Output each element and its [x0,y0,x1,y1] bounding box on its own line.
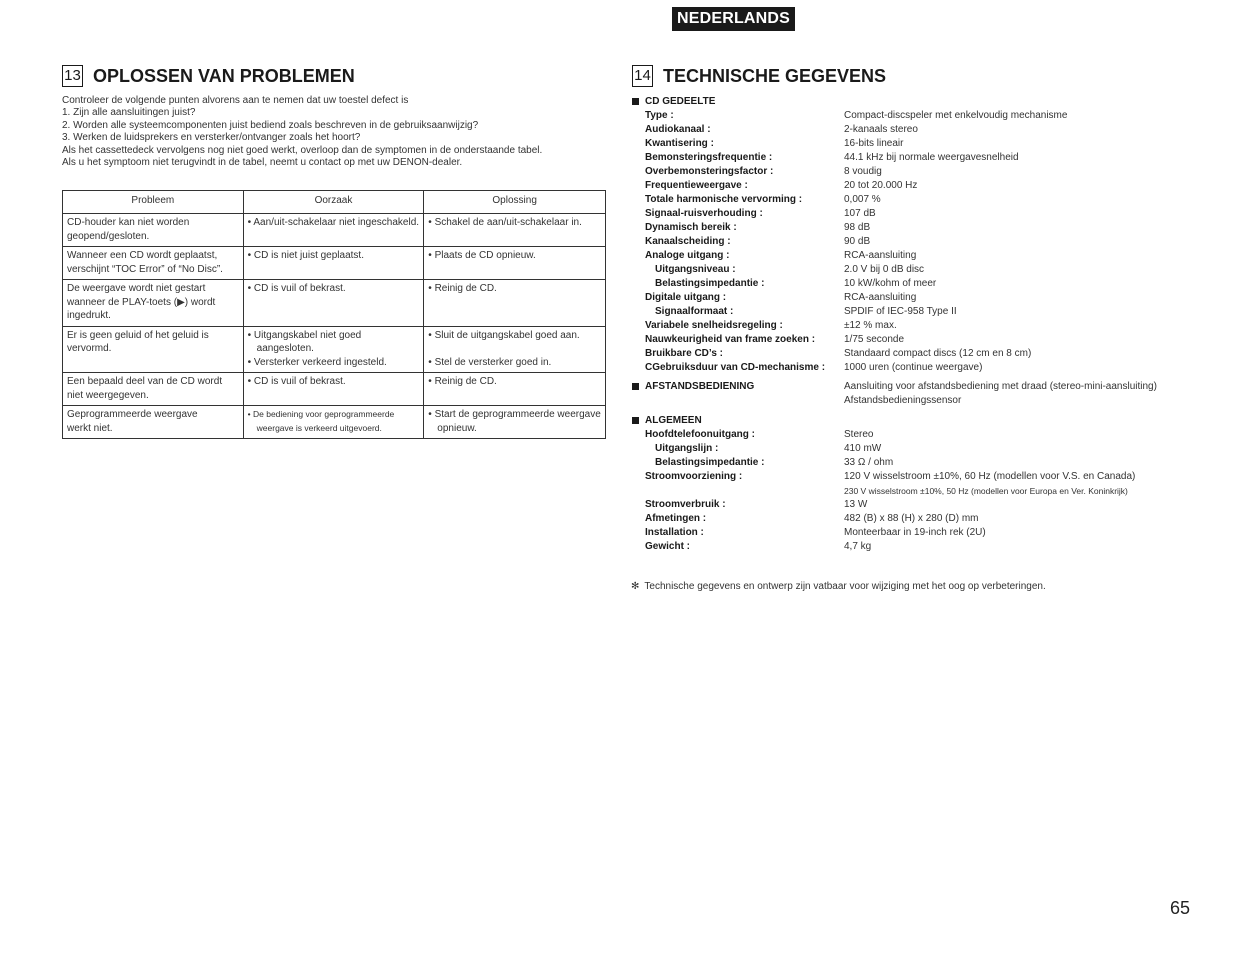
spec-group-general [632,414,1192,428]
intro-line: Controleer de volgende punten alvorens aan te nemen dat uw toestel defect is [62,95,409,106]
language-tab: NEDERLANDS [672,7,795,31]
spec-value: SPDIF of IEC-958 Type II [844,306,957,317]
solution-text: • Reinig de CD. [428,283,497,294]
problem-text: Geprogrammeerde weergave [67,409,198,420]
cause-text: • De bediening voor geprogrammeerde weergave is verkeerd uitgevoerd. [247,409,395,433]
spec-value-small: 230 V wisselstroom ±10%, 50 Hz (modellen voor Europa en Ver. Koninkrijk) [844,486,1128,496]
spec-value: 10 kW/kohm of meer [844,278,937,289]
table-row [63,406,606,439]
spec-value: 4,7 kg [844,541,872,552]
intro-line: 3. Werken de luidsprekers en versterker/ontvanger zoals het hoort? [62,132,361,144]
spec-label: Afmetingen : [645,513,707,524]
problem-text: ingedrukt. [67,310,111,321]
problem-text: De weergave wordt niet gestart [67,283,206,294]
spec-label: Gewicht : [645,541,691,552]
spec-label: Type : [645,110,674,121]
spec-value: Standaard compact discs (12 cm en 8 cm) [844,348,1032,359]
solution-cell [424,326,606,373]
spec-label: Nauwkeurigheid van frame zoeken : [645,334,816,345]
spec-label: Audiokanaal : [645,124,711,135]
spec-value: 13 W [844,499,868,510]
problem-text: verschijnt “TOC Error” of “No Disc”. [67,263,223,275]
spec-row [632,484,1192,498]
cause-cell [243,214,424,247]
spec-row [632,498,1192,512]
spec-value: 1000 uren (continue weergave) [844,362,983,373]
spec-row [632,333,1192,347]
square-bullet-icon [632,417,639,424]
cause-text: • CD is niet juist geplaatst. [247,250,364,261]
spec-group-remote [632,380,1192,394]
problem-text: vervormd. [67,343,112,354]
spec-value: 2-kanaals stereo [844,124,918,135]
spec-row [632,394,1192,408]
problem-text: CD-houder kan niet worden [67,217,190,228]
solution-cell [424,280,606,327]
spec-value: 1/75 seconde [844,334,905,345]
section-13-heading [62,65,355,87]
section-13-number: 13 [62,65,83,87]
intro-line: Als u het symptoom niet terugvindt in de tabel, neemt u contact op met uw DENON-dealer. [62,157,463,169]
solution-text: • Stel de versterker goed in. [428,356,552,368]
spec-value: Compact-discspeler met enkelvoudig mechanisme [844,110,1068,121]
problem-text: Een bepaald deel van de CD wordt [67,376,223,387]
table-row [63,214,606,247]
cause-cell [243,373,424,406]
solution-text: • Start de geprogrammeerde weergave opnieuw. [428,409,601,434]
spec-value: 33 Ω / ohm [844,457,894,468]
spec-value: 20 tot 20.000 Hz [844,180,918,191]
spec-label: Dynamisch bereik : [645,222,737,233]
spec-value: 107 dB [844,208,876,219]
spec-value: Stereo [844,429,874,440]
table-row [63,373,606,406]
spec-row [632,305,1192,319]
spec-value: 2.0 V bij 0 dB disc [844,264,925,275]
spec-row [632,123,1192,137]
spec-label [632,394,844,408]
spec-label: Kanaalscheiding : [645,236,731,247]
table-row [63,247,606,280]
problem-text: niet weergegeven. [67,389,149,401]
spec-row [632,109,1192,123]
spec-row [632,277,1192,291]
square-bullet-icon [632,98,639,105]
spec-row [632,470,1192,484]
solution-cell [424,247,606,280]
cause-text: • Uitgangskabel niet goed aangesloten. [247,329,362,354]
troubleshooting-intro [62,95,607,169]
spec-label: Bruikbare CD’s : [645,348,723,359]
spec-row [632,221,1192,235]
spec-label: Installation : [645,527,704,538]
solution-cell [424,214,606,247]
troubleshooting-table [62,190,606,439]
cause-text: • CD is vuil of bekrast. [247,376,346,387]
intro-line: Als het cassettedeck vervolgens nog niet goed werkt, overloop dan de symptomen in de onderstaande tabel. [62,144,543,156]
spec-row [632,319,1192,333]
column-header-cause: Oorzaak [243,191,424,214]
spec-label: Totale harmonische vervorming : [645,194,803,205]
spec-value: 0,007 % [844,194,881,205]
spec-row [632,207,1192,221]
cause-cell [243,247,424,280]
spec-value: 16-bits lineair [844,138,904,149]
problem-cell [63,406,244,439]
spec-group-title: AFSTANDSBEDIENING [645,381,755,392]
spec-row [632,347,1192,361]
problem-text: Er is geen geluid of het geluid is [67,329,209,341]
asterisk-icon: ✻ [631,581,640,592]
column-header-problem: Probleem [63,191,244,214]
problem-text: wanneer de PLAY-toets (▶) wordt [67,296,216,308]
spec-label: Signaal-ruisverhouding : [645,208,763,219]
spec-value [844,484,1192,498]
problem-cell [63,373,244,406]
spec-row [632,151,1192,165]
spec-row [632,165,1192,179]
intro-line: 2. Worden alle systeemcomponenten juist bediend zoals beschreven in de gebruiksaanwijzig? [62,119,479,131]
spec-label: Digitale uitgang : [645,292,727,303]
intro-line: 1. Zijn alle aansluitingen juist? [62,107,196,119]
spec-value: 90 dB [844,236,871,247]
cause-cell [243,326,424,373]
spec-label: Overbemonsteringsfactor : [645,166,774,177]
problem-cell [63,280,244,327]
spec-label: Analoge uitgang : [645,250,730,261]
spec-label: Stroomvoorziening : [645,471,743,482]
spec-row [632,193,1192,207]
spec-row [632,137,1192,151]
spec-value: Monteerbaar in 19-inch rek (2U) [844,527,986,538]
spec-row [632,456,1192,470]
spec-value: 98 dB [844,222,871,233]
spec-label: Belastingsimpedantie : [655,278,765,289]
spec-group-cd [632,95,1192,109]
table-row [63,280,606,327]
spec-group-title: CD GEDEELTE [645,96,716,107]
spec-row [632,512,1192,526]
section-14-number: 14 [632,65,653,87]
spec-label: Belastingsimpedantie : [655,457,765,468]
spec-value: 8 voudig [844,166,882,177]
spec-row [632,179,1192,193]
spec-row [632,526,1192,540]
spec-value: 120 V wisselstroom ±10%, 60 Hz (modellen voor V.S. en Canada) [844,471,1136,482]
spec-row [632,428,1192,442]
spec-row [632,442,1192,456]
spec-label: Hoofdtelefoonuitgang : [645,429,755,440]
spec-value: 44.1 kHz bij normale weergavesnelheid [844,152,1019,163]
spec-value: ±12 % max. [844,320,897,331]
spec-row [632,540,1192,554]
table-header-row [63,191,606,214]
spec-value: RCA-aansluiting [844,250,917,261]
problem-text: werkt niet. [67,422,113,434]
problem-text: Wanneer een CD wordt geplaatst, [67,250,218,261]
section-14-title: TECHNISCHE GEGEVENS [663,65,887,86]
spec-label [632,484,844,498]
cause-text: • Aan/uit-schakelaar niet ingeschakeld. [247,217,420,228]
spec-list [632,95,1192,554]
problem-cell [63,247,244,280]
cause-cell [243,406,424,439]
spec-label: Uitgangslijn : [655,443,719,454]
problem-text: geopend/gesloten. [67,230,150,242]
table-row [63,326,606,373]
spec-label: Signaalformaat : [655,306,734,317]
spec-group-title: ALGEMEEN [645,415,702,426]
spec-row [632,291,1192,305]
spec-label: CGebruiksduur van CD-mechanisme : [645,362,826,373]
solution-text: • Reinig de CD. [428,376,497,387]
spec-label: Bemonsteringsfrequentie : [645,152,773,163]
spec-row [632,361,1192,375]
spec-footnote [631,581,1046,592]
square-bullet-icon [632,383,639,390]
spec-label: Frequentieweergave : [645,180,748,191]
spec-value: Afstandsbedieningssensor [844,395,962,406]
solution-cell [424,406,606,439]
problem-cell [63,326,244,373]
spec-row [632,235,1192,249]
cause-text: • CD is vuil of bekrast. [247,283,346,294]
spec-row [632,263,1192,277]
spec-value: RCA-aansluiting [844,292,917,303]
page-number: 65 [1170,898,1191,918]
footnote-text: Technische gegevens en ontwerp zijn vatbaar voor wijziging met het oog op verbeteringen. [644,581,1046,592]
solution-text: • Schakel de aan/uit-schakelaar in. [428,217,582,228]
solution-cell [424,373,606,406]
cause-text: • Versterker verkeerd ingesteld. [247,356,387,368]
problem-cell [63,214,244,247]
spec-value: 482 (B) x 88 (H) x 280 (D) mm [844,513,979,524]
spec-label: Uitgangsniveau : [655,264,736,275]
section-14-heading [632,65,886,87]
section-13-title: OPLOSSEN VAN PROBLEMEN [93,65,355,86]
spec-row [632,249,1192,263]
column-header-solution: Oplossing [424,191,606,214]
spec-value: Aansluiting voor afstandsbediening met draad (stereo-mini-aansluiting) [844,381,1157,392]
spec-label: Variabele snelheidsregeling : [645,320,783,331]
solution-text: • Plaats de CD opnieuw. [428,250,536,261]
solution-text: • Sluit de uitgangskabel goed aan. [428,329,580,341]
cause-cell [243,280,424,327]
spec-label: Stroomverbruik : [645,499,726,510]
spec-label: Kwantisering : [645,138,714,149]
spec-value: 410 mW [844,443,882,454]
